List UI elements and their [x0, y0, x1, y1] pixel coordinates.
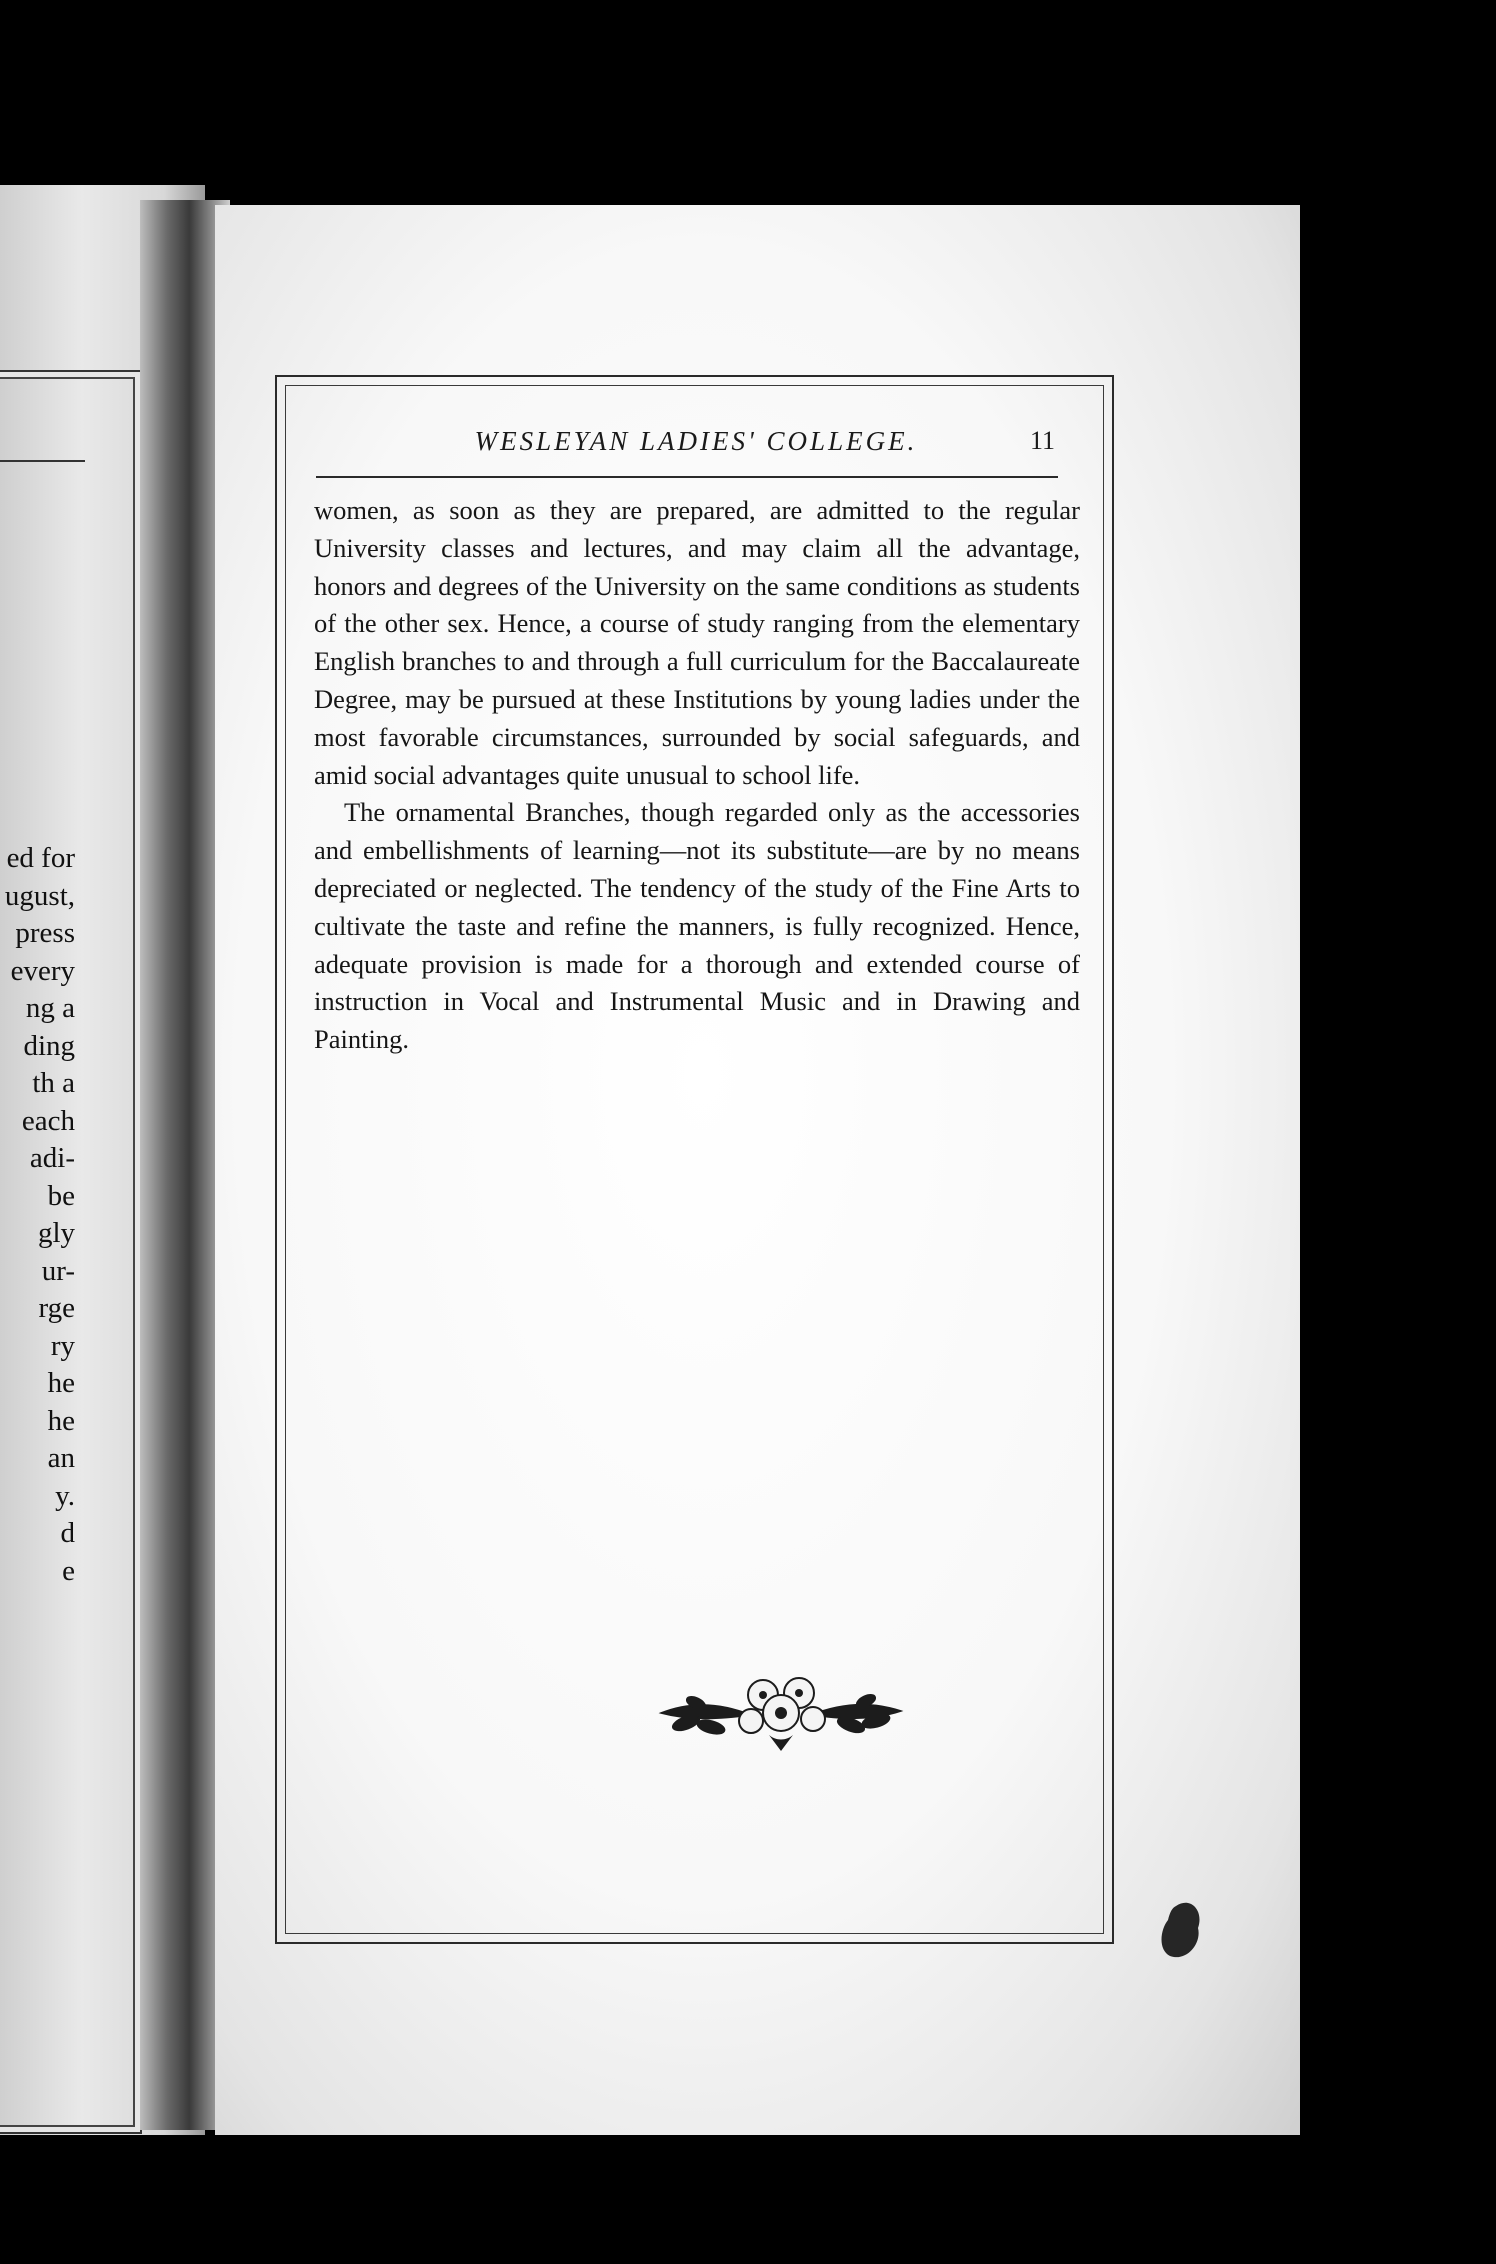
page-border-outer [275, 375, 1114, 1944]
page-number: 11 [1029, 426, 1055, 455]
fragment-line: ed for [6, 842, 75, 874]
paragraph: The ornamental Branches, though regarded only as the accessories and embellishments of learning—not its substitute—are by no means depreciated or neglected. The tendency of the study of the Fine Arts to cultivate the taste and refine the manners, is fully recognized. Hence, adequate provision is made for a thorough and extended course of instruction in Vocal and Instrumental Music and in Drawing and Painting. [314, 797, 1080, 1055]
page-11 [215, 205, 1300, 2135]
body-text [314, 492, 1080, 1059]
fragment-line: y. [55, 1479, 75, 1512]
fragment-line: ry [50, 1329, 75, 1362]
fragment-line: e [62, 1554, 75, 1587]
fragment-line: press [15, 917, 75, 949]
fragment-line: ur- [41, 1254, 75, 1287]
fragment-line: d [60, 1517, 75, 1549]
fragment-line: an [47, 1442, 75, 1474]
fragment-line: every [10, 954, 75, 987]
fragment-line: ng a [25, 992, 75, 1024]
page-border-inner [285, 385, 1104, 1934]
running-head-title: WESLEYAN LADIES' COLLEGE. [474, 426, 918, 456]
fragment-line: adi- [29, 1142, 75, 1174]
fragment-line: gly [37, 1217, 75, 1249]
fragment-line: ugust, [4, 879, 75, 912]
fragment-line: rge [38, 1292, 75, 1324]
fragment-line: be [47, 1179, 75, 1212]
fragment-line: he [47, 1367, 75, 1399]
fragment-line: he [47, 1404, 75, 1437]
previous-page-text-fragments [0, 840, 75, 1590]
ink-blot-icon [1156, 1896, 1206, 1966]
running-head-rule [316, 476, 1058, 478]
fragment-line: th a [32, 1067, 75, 1099]
paragraph: women, as soon as they are prepared, are admitted to the regular University classes and lectures, and may claim all the advantage, honors and degrees of the University on the same conditions as students of the other sex. Hence, a course of study ranging from the elementary English branches to and through a full curriculum for the Baccalaureate Degree, may be pursued at these Institutions by young ladies under the most favorable circumstances, surrounded by social safeguards, and amid social advantages quite unusual to school life. [314, 495, 1080, 790]
fragment-line: each [21, 1104, 75, 1137]
floral-tailpiece-ornament-icon [651, 1671, 911, 1756]
previous-page-head-rule [0, 460, 85, 462]
fragment-line: ding [23, 1029, 75, 1062]
